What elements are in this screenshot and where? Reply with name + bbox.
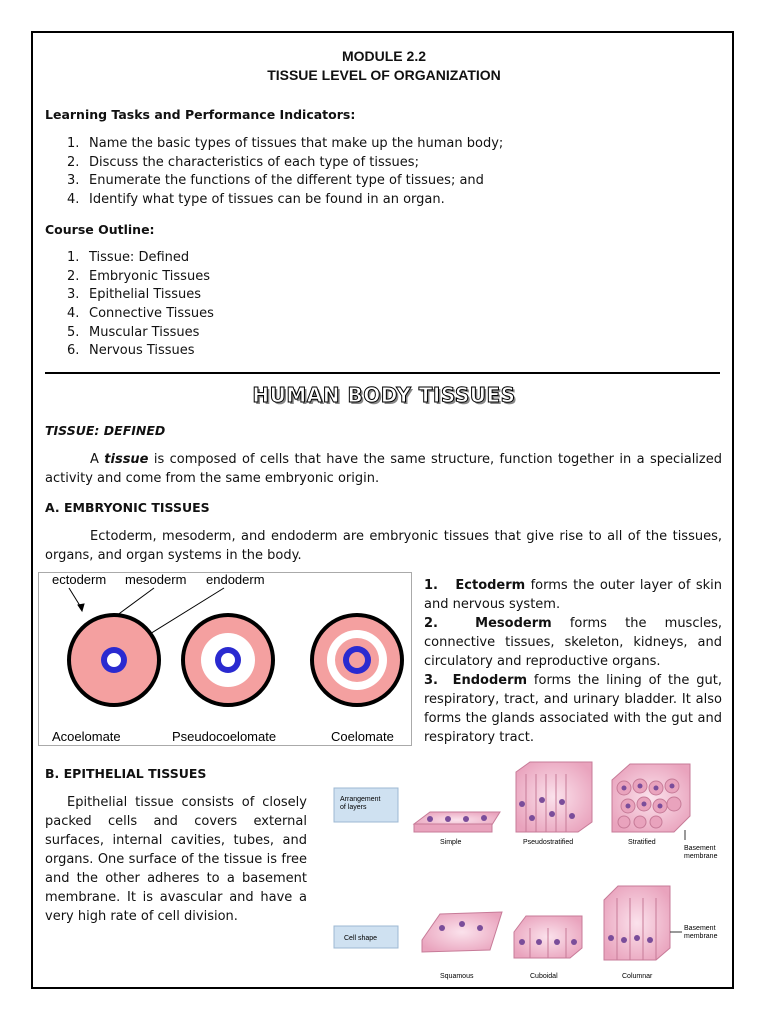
germ-layer-points xyxy=(424,576,722,747)
label-basement-bottom: Basement membrane xyxy=(684,925,718,940)
module-title: TISSUE LEVEL OF ORGANIZATION xyxy=(267,67,501,83)
embryonic-heading: A. EMBRYONIC TISSUES xyxy=(45,500,210,515)
columnar-epithelium xyxy=(604,886,670,960)
tissue-defined-heading: TISSUE: DEFINED xyxy=(45,423,166,438)
main-title: HUMAN BODY TISSUES xyxy=(252,383,516,407)
cell-shape-label: Cell shape xyxy=(344,935,378,942)
list-item: 3. Epithelial Tissues xyxy=(67,287,202,303)
epithelial-figure xyxy=(330,752,725,982)
list-item: 2. Embryonic Tissues xyxy=(67,268,210,284)
label-columnar: Columnar xyxy=(622,973,653,980)
label-endoderm: endoderm xyxy=(206,573,265,587)
label-cuboidal: Cuboidal xyxy=(530,973,558,980)
pseudostratified-epithelium xyxy=(516,762,592,832)
epithelial-text: Epithelial tissue consists of closely packed cells and covers external surfaces, internal cavities, tubes, and organs. One surface of the tissue is free and the other adheres to a basement membrane. It is avascular and have a very high rate of cell division. xyxy=(45,795,307,924)
label-mesoderm: mesoderm xyxy=(125,573,187,587)
germ-layer-diagram xyxy=(38,572,412,746)
list-item: 4. Identify what type of tissues can be found in an organ. xyxy=(67,192,445,208)
list-item: 6. Nervous Tissues xyxy=(67,343,195,359)
list-item: 2. Discuss the characteristics of each type of tissues; xyxy=(67,154,419,170)
coelomate-embryo xyxy=(312,615,402,705)
germ-layer-svg xyxy=(39,573,411,745)
label-coelomate: Coelomate xyxy=(331,729,394,744)
embryonic-intro: Ectoderm, mesoderm, and endoderm are embryonic tissues that give rise to all of the tissues, organs, and organ systems in the body. xyxy=(45,529,722,563)
learning-tasks-list xyxy=(45,135,725,210)
label-basement-top: Basement membrane xyxy=(684,845,718,860)
list-item: 3. Enumerate the functions of the different type of tissues; and xyxy=(67,173,484,189)
list-item: 4. Connective Tissues xyxy=(67,306,214,322)
label-acoelomate: Acoelomate xyxy=(52,729,121,744)
learning-tasks-heading: Learning Tasks and Performance Indicators: xyxy=(45,107,356,122)
cuboidal-epithelium xyxy=(514,916,582,958)
label-pseudostratified: Pseudostratified xyxy=(523,839,574,846)
label-simple: Simple xyxy=(440,839,462,846)
simple-epithelium xyxy=(414,812,500,832)
list-item: 1. Tissue: Defined xyxy=(67,250,190,265)
arrangement-label: Arrangement of layers xyxy=(340,796,381,811)
tissue-definition: A tissue is composed of cells that have the same structure, function together in a specialized activity and come from the same embryonic origin. xyxy=(45,452,722,486)
epithelial-heading: B. EPITHELIAL TISSUES xyxy=(45,766,207,781)
label-ectoderm: ectoderm xyxy=(52,573,107,587)
point-ectoderm: 1. Ectoderm forms the outer layer of skin and nervous system. xyxy=(424,578,722,612)
pseudocoelomate-embryo xyxy=(183,615,273,705)
section-divider xyxy=(45,372,720,374)
label-stratified: Stratified xyxy=(628,839,656,846)
label-squamous: Squamous xyxy=(440,973,474,980)
course-outline-list xyxy=(45,249,725,361)
stratified-epithelium xyxy=(612,764,690,832)
label-pseudocoelomate: Pseudocoelomate xyxy=(172,729,277,744)
squamous-epithelium xyxy=(422,912,502,952)
epithelial-svg xyxy=(330,752,725,982)
list-item: 1. Name the basic types of tissues that make up the human body; xyxy=(67,136,504,151)
point-mesoderm: 2. Mesoderm forms the muscles, connective tissues, skeleton, kidneys, and circulatory and reproductive organs. xyxy=(424,616,722,669)
list-item: 5. Muscular Tissues xyxy=(67,324,200,340)
acoelomate-embryo xyxy=(69,615,159,705)
course-outline-heading: Course Outline: xyxy=(45,222,155,237)
module-number: MODULE 2.2 xyxy=(341,48,426,64)
point-endoderm: 3. Endoderm forms the lining of the gut, respiratory, tract, and urinary bladder. It also forms the glands associated with the gut and respiratory tract. xyxy=(424,673,722,745)
tissue-term: tissue xyxy=(104,452,149,467)
